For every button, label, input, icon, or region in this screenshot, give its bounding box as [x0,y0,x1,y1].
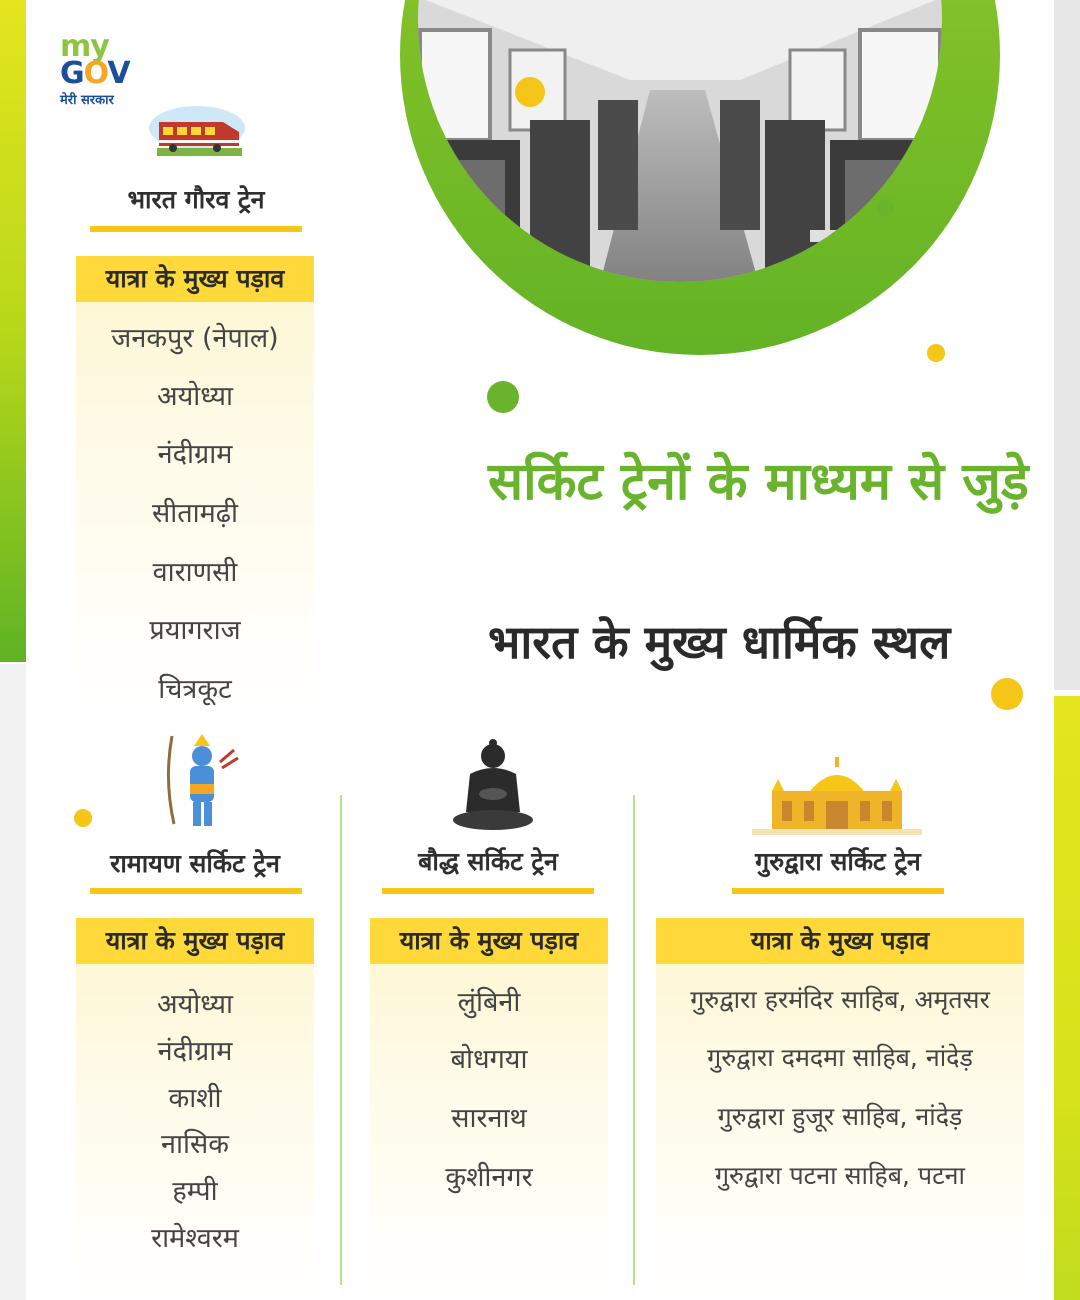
list-item: सारनाथ [451,1103,527,1134]
rama-icon [160,728,245,832]
train-icon [145,100,250,162]
golden-temple-icon [752,755,922,837]
decor-dot [74,809,92,827]
ramayan-underline [90,888,302,894]
list-item: अयोध्या [156,989,234,1020]
bauddh-title: बौद्ध सर्किट ट्रेन [418,847,558,876]
left-accent-bar [0,0,26,662]
ramayan-stops-header: यात्रा के मुख्य पड़ाव [76,918,314,964]
bharat-gaurav-panel [76,256,314,712]
list-item: गुरुद्वारा पटना साहिब, पटना [714,1161,966,1190]
gurudwara-stops-header: यात्रा के मुख्य पड़ाव [656,918,1024,964]
logo-tagline: मेरी सरकार [60,93,114,108]
bauddh-stops-header: यात्रा के मुख्य पड़ाव [370,918,608,964]
list-item: गुरुद्वारा दमदमा साहिब, नांदेड़ [707,1043,973,1072]
gurudwara-panel [656,918,1024,1300]
list-item: सीतामढ़ी [152,498,238,529]
main-subtitle: भारत के मुख्य धार्मिक स्थल [488,615,951,669]
decor-dot [991,678,1023,710]
ramayan-title: रामायण सर्किट ट्रेन [110,849,280,878]
list-item: बोधगया [450,1044,528,1075]
list-item: नंदीग्राम [157,1036,233,1067]
list-item: कुशीनगर [445,1162,533,1193]
bharat-gaurav-title: भारत गौरव ट्रेन [127,185,265,214]
column-divider [340,795,342,1285]
list-item: वाराणसी [152,557,238,588]
list-item: काशी [168,1083,222,1114]
gurudwara-title: गुरुद्वारा सर्किट ट्रेन [755,847,921,876]
column-divider [633,795,635,1285]
list-item: नासिक [161,1129,229,1160]
gurudwara-underline [732,888,944,894]
bauddh-underline [382,888,594,894]
logo-my-text: my [60,29,109,64]
list-item: रामेश्वरम [151,1223,239,1254]
right-gray-bar [1054,0,1080,690]
list-item: अयोध्या [156,381,234,412]
ramayan-panel [76,918,314,1300]
buddha-icon [448,734,538,834]
bharat-gaurav-underline [90,226,302,232]
mygov-logo[interactable] [60,29,170,108]
list-item: नंदीग्राम [157,439,233,470]
list-item: जनकपुर (नेपाल) [111,323,279,354]
bharat-gaurav-stops-header: यात्रा के मुख्य पड़ाव [76,256,314,302]
decor-dot [927,344,945,362]
left-gray-bar [0,664,26,1300]
list-item: लुंबिनी [457,987,521,1018]
list-item: प्रयागराज [149,615,241,646]
decor-dot [487,381,519,413]
list-item: गुरुद्वारा हरमंदिर साहिब, अमृतसर [690,985,990,1014]
list-item: चित्रकूट [158,674,232,705]
logo-gov-text: GOV [60,56,130,91]
list-item: गुरुद्वारा हुजूर साहिब, नांदेड़ [717,1102,963,1131]
bauddh-panel [370,918,608,1300]
right-accent-bar [1054,696,1080,1300]
main-title: सर्किट ट्रेनों के माध्यम से जुड़े [488,452,1029,512]
list-item: हम्पी [172,1176,218,1207]
